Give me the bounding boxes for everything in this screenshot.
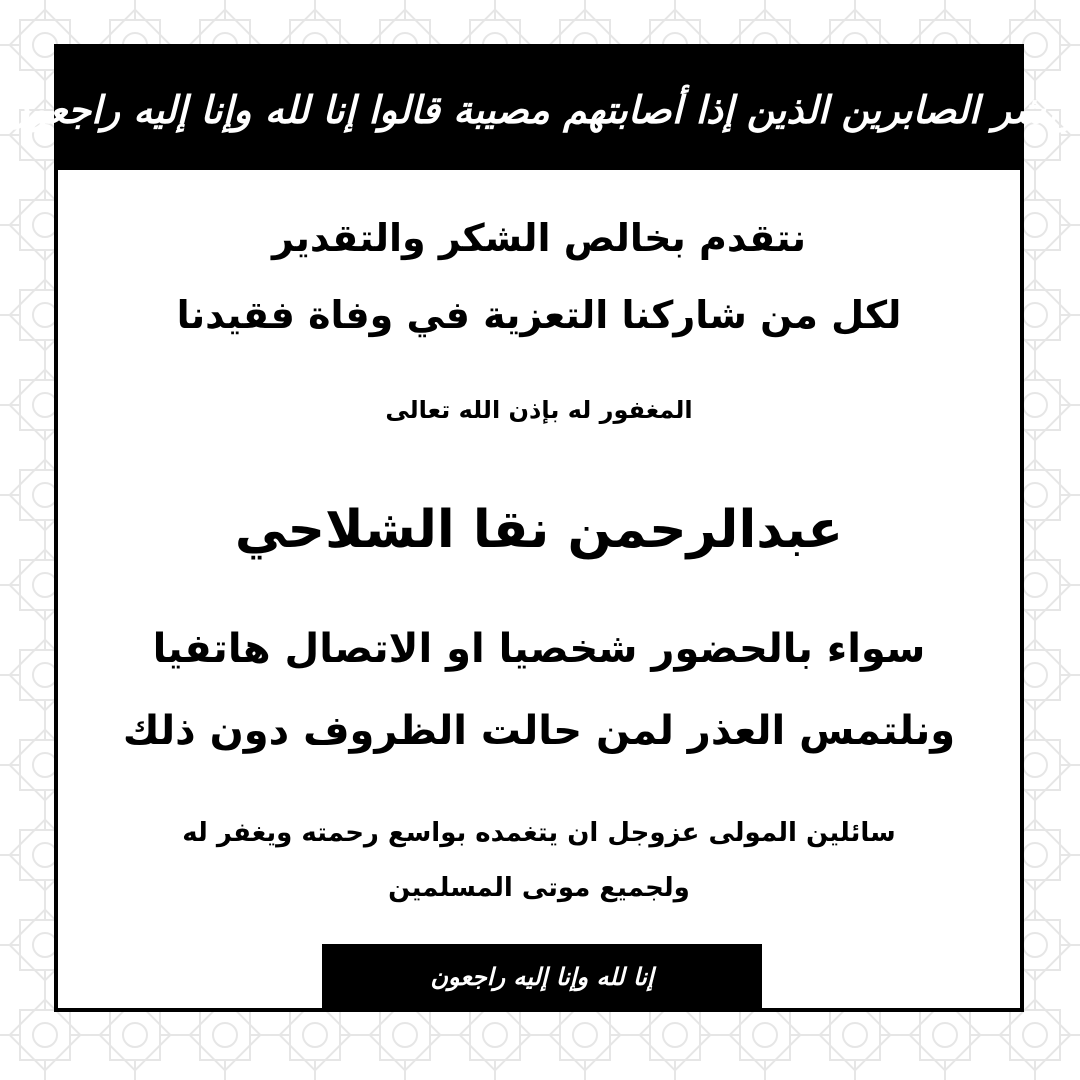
attendance-line: سواء بالحضور شخصيا او الاتصال هاتفيا (152, 626, 926, 672)
apology-line: ونلتمس العذر لمن حالت الظروف دون ذلك (122, 708, 956, 754)
supplication-line-2: ولجميع موتى المسلمين (388, 873, 690, 903)
deceased-name: عبدالرحمن نقا الشلاحي (234, 500, 844, 560)
footer-verse: إنا لله وإنا إليه راجعون (430, 961, 654, 991)
card-frame (1, 44, 1077, 1012)
condolence-line: لكل من شاركنا التعزية في وفاة فقيدنا (176, 293, 902, 337)
supplication-line: سائلين المولى عزوجل ان يتغمده بواسع رحمته ويغفر له (182, 818, 896, 848)
header-verse: وبشر الصابرين الذين إذا أصابتهم مصيبة قالوا إنا لله وإنا إليه راجعون (1, 86, 1077, 132)
footer-banner (322, 944, 762, 1008)
thanks-line: نتقدم بخالص الشكر والتقدير (272, 216, 806, 260)
header-banner (1, 48, 1077, 170)
prayer-line: المغفور له بإذن الله تعالى (385, 396, 693, 424)
